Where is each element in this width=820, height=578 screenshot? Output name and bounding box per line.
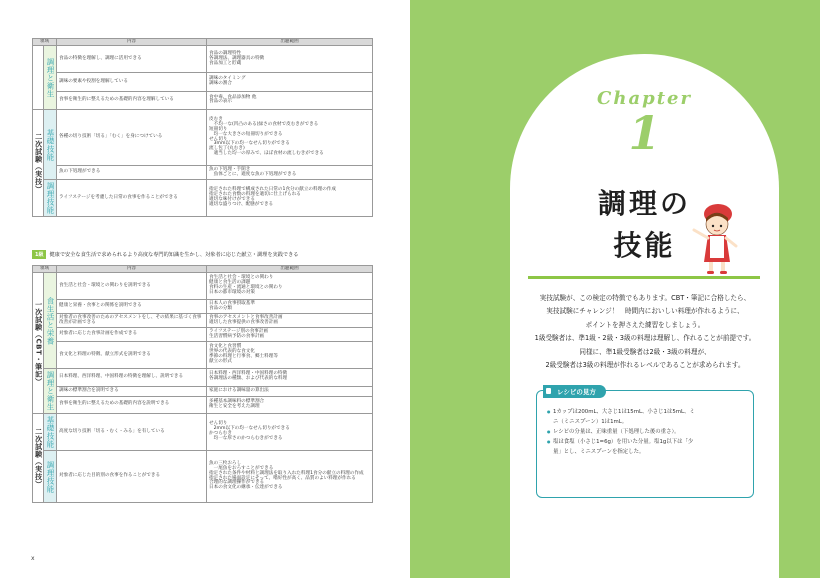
range-cell: 多種基本調味料の標準割合 衛生と安全を考えた調理 bbox=[207, 396, 373, 414]
list-item: ● 1カップは200mL、大さじ1は15mL、小さじ1は5mL、ミ bbox=[547, 407, 747, 417]
range-cell: 日本人の食事摂取基準 食品の分類 bbox=[207, 300, 373, 314]
table-row bbox=[33, 396, 373, 414]
table-row bbox=[33, 180, 373, 217]
content-cell: 対象者の食事改善のためのアセスメントをし、その結果に基づく食事改善が計画できる bbox=[57, 314, 207, 328]
table-row bbox=[33, 414, 373, 451]
table-row bbox=[33, 328, 373, 342]
table-row bbox=[33, 73, 373, 91]
range-cell: ライフステージ別の食事計画 生活習慣病予防の食事計画 bbox=[207, 328, 373, 342]
content-cell: 食品の特徴を理解し、調理に活用できる bbox=[57, 46, 207, 73]
chapter-number: 1 bbox=[628, 106, 661, 160]
chapter-title-line2: 技能 bbox=[613, 229, 676, 262]
table-row bbox=[33, 166, 373, 180]
table-row bbox=[33, 273, 373, 300]
level1-criteria-table bbox=[32, 265, 373, 503]
content-cell: 各種の切り技術「切る」「むく」を身につけている bbox=[57, 110, 207, 166]
category-basic-skills: 基礎技能 bbox=[44, 110, 57, 180]
category-cooking-hygiene-2: 調理と衛生 bbox=[44, 369, 57, 414]
content-cell: 日本料理、西洋料理、中国料理の特徴を理解し、説明できる bbox=[57, 369, 207, 387]
category-cooking-hygiene: 調理と衛生 bbox=[44, 46, 57, 110]
content-cell: 調味の要素や役割を理解している bbox=[57, 73, 207, 91]
recipe-guide-list bbox=[547, 407, 747, 457]
category-diet-nutrition: 食生活と栄養 bbox=[44, 273, 57, 369]
range-cell: 指定された料理で構成された日常の1食分の献立の料理の作成 指定された食数の料理を適切に仕上げられる 適切な味付けができる 適切な盛りつけ、配膳ができる bbox=[207, 180, 373, 217]
chef-mascot-illustration bbox=[680, 200, 750, 278]
content-cell: 食文化と料理の特徴、献立形式を説明できる bbox=[57, 342, 207, 369]
range-cell: 食品の調理特性 各調理法、調理器具の特徴 食品加工と貯蔵 bbox=[207, 46, 373, 73]
table-header-row bbox=[33, 39, 373, 46]
table-row bbox=[33, 91, 373, 109]
category-basic-skills-2: 基礎技能 bbox=[44, 414, 57, 451]
chapter-title-line1: 調理の bbox=[597, 187, 691, 220]
table-row bbox=[33, 46, 373, 73]
table-header-row bbox=[33, 266, 373, 273]
header-domain: 領域 bbox=[33, 39, 57, 46]
section-heading bbox=[32, 250, 299, 259]
content-cell: 高度な切り技術「切る・むく・みる」を有している bbox=[57, 414, 207, 451]
chapter-label: Chapter bbox=[597, 88, 692, 109]
range-cell: 日本料理・西洋料理・中国料理の特徴 各調理法の種類、および代表的な料理 bbox=[207, 369, 373, 387]
header-domain: 領域 bbox=[33, 266, 57, 273]
page-number: x bbox=[31, 555, 35, 562]
range-cell: 調味のタイミング 調味の割合 bbox=[207, 73, 373, 91]
recipe-guide-title: レシピの見方 bbox=[543, 385, 606, 398]
divider-line bbox=[528, 276, 760, 279]
bookmark-icon bbox=[546, 388, 551, 394]
exam-label-practical-2: 二次試験（実技） bbox=[33, 414, 44, 503]
exam-label-written: 一次試験（CBT・筆記） bbox=[33, 273, 44, 414]
table-row bbox=[33, 369, 373, 387]
section-text: 健康で安全な食生活で求められるより高度な専門的知識を生かし、対象者に応じた献立・調理を実践できる bbox=[49, 252, 299, 258]
recipe-guide-box bbox=[536, 390, 754, 498]
range-cell: せん切り 2mm以下の均一なせん切りができる かつらむき 均一な厚さのかつらむきができる bbox=[207, 414, 373, 451]
category-cooking-skills: 調理技能 bbox=[44, 180, 57, 217]
table-row bbox=[33, 451, 373, 503]
exam-label bbox=[33, 46, 44, 110]
content-cell: 調味の標準割合を説明できる bbox=[57, 386, 207, 396]
header-content: 内容 bbox=[57, 39, 207, 46]
content-cell: 魚の下処理ができる bbox=[57, 166, 207, 180]
range-cell: 食中毒、食品添加物 他 食品の表示 bbox=[207, 91, 373, 109]
range-cell: 皮むき 不均一な(凹凸のある)緑さの食材で皮むきができる 短冊切り 均一な大きさの短冊切りができる せん切り 3mm以下の均一なせん切りができる 流し包丁(丸むき) 適当した均一の厚みで、ほぼ食材の流しむきができる bbox=[207, 110, 373, 166]
table-row bbox=[33, 386, 373, 396]
content-cell: 対象者に応じた食事計画を作成できる bbox=[57, 328, 207, 342]
list-item: 量」とし、ミニスプーンを指定した。 bbox=[553, 449, 645, 455]
list-item: ● 塩は食塩（小さじ1=6g）を用いた分量。塩1g以下は「少 bbox=[547, 437, 747, 447]
exam-label-practical: 二次試験（実技） bbox=[33, 110, 44, 217]
table-row bbox=[33, 342, 373, 369]
content-cell: 食事を衛生的に整えるための基礎的内容を説明できる bbox=[57, 396, 207, 414]
range-cell: 魚の下処理・手開き 魚体ごとに、適度な魚の下処理ができる bbox=[207, 166, 373, 180]
range-cell: 魚の三枚おろし 一尾魚をおろすことができる 指定された条件や材料と調理法を取り入れた料理1食分の献立の料理の作成 指定された場面設定にそって、嗜好性が高く、品質のよい料理が作れる 合理的な調理操作ができる 日本の食文化の継承・伝達ができる bbox=[207, 451, 373, 503]
level2-criteria-table bbox=[32, 38, 373, 217]
chapter-intro-text: 実技試験が、この検定の特徴でもあります。CBT・筆記に合格したら、 実技試験にチャレンジ！ 時間内においしい料理が作れるように、 ポイントを押さえた練習をしましょう。 1級受験者は、準1級・2級・3級の料理は理解し、作れることが前提です。 同様に、準1級受験者は2級・3級の料理が、 2級受験者は3級の料理が作れるレベルであることが求められます。 bbox=[534, 294, 756, 370]
list-item: ニ（ミニスプーン）1は1mL。 bbox=[553, 419, 628, 425]
category-cooking-skills-2: 調理技能 bbox=[44, 451, 57, 503]
level-badge: 1級 bbox=[32, 250, 46, 259]
range-cell: 食生活と社会・環境との関わり 健康と食生活の課題 食料の生産・流通と環境との関わり 日本の都市環境の対策 bbox=[207, 273, 373, 300]
content-cell: ライフステージを考慮した日常の食事を作ることができる bbox=[57, 180, 207, 217]
range-cell: 食文化と食習慣 世界の代表的な食文化 季節の料理と行事食、郷土料理等 献立の形式 bbox=[207, 342, 373, 369]
header-content: 内容 bbox=[57, 266, 207, 273]
table-row bbox=[33, 300, 373, 314]
content-cell: 食事を衛生的に整えるための基礎的内容を理解している bbox=[57, 91, 207, 109]
header-range: 出題範囲 bbox=[207, 266, 373, 273]
content-cell: 対象者に応じた目的別の食事を作ることができる bbox=[57, 451, 207, 503]
range-cell: 食事のアセスメントと食事改善計画 適切した食事提供の食事改善計画 bbox=[207, 314, 373, 328]
content-cell: 食生活と社会・環境との関わりを説明できる bbox=[57, 273, 207, 300]
table-row bbox=[33, 314, 373, 328]
header-range: 出題範囲 bbox=[207, 39, 373, 46]
content-cell: 健康と栄養・食事との関係を説明できる bbox=[57, 300, 207, 314]
list-item: ● レシピの分量は、正味重量（下処理した後の重さ）。 bbox=[547, 427, 747, 437]
table-row bbox=[33, 110, 373, 166]
range-cell: 家庭における調味量の算出法 bbox=[207, 386, 373, 396]
right-page bbox=[410, 0, 820, 578]
